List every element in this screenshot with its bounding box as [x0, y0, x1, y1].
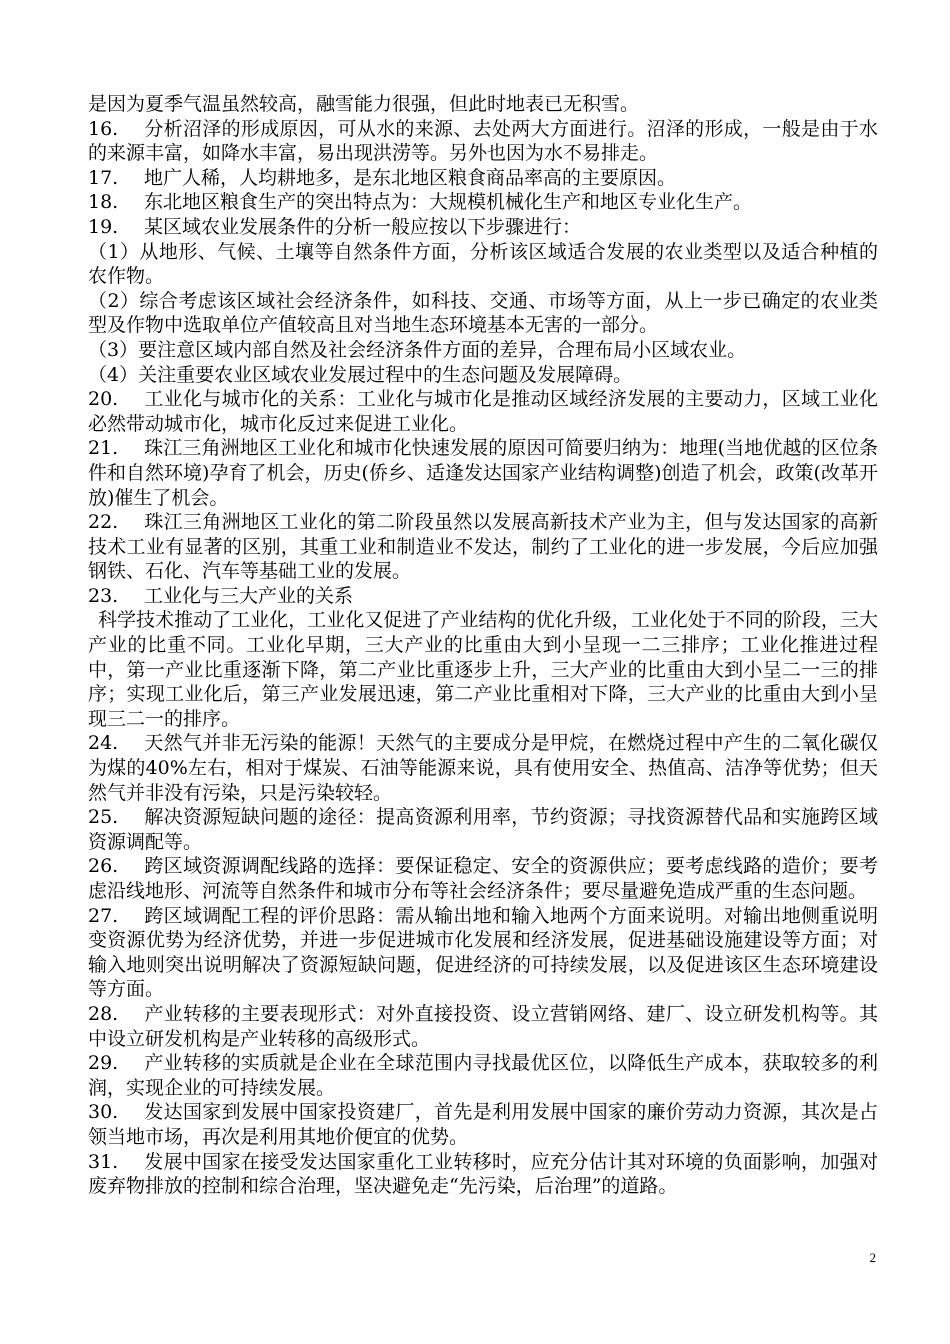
list-item-25: [88, 805, 878, 854]
sub-item-text: （1）从地形、气候、土壤等自然条件方面，分析该区域适合发展的农业类型以及适合种植的农作物。: [88, 240, 878, 288]
item-text: 产业转移的主要表现形式：对外直接投资、设立营销网络、建厂、设立研发机构等。其中设立研发机构是产业转移的高级形式。: [88, 1002, 878, 1050]
list-item-30: [88, 1100, 878, 1149]
page-number: 2: [869, 1250, 876, 1265]
item-number: 19.: [88, 215, 119, 238]
sub-item-1: [88, 240, 878, 289]
sub-item-2: [88, 289, 878, 338]
list-item-19: [88, 215, 878, 240]
item-text: 珠江三角洲地区工业化的第二阶段虽然以发展高新技术产业为主，但与发达国家的高新技术工业有显著的区别，其重工业和制造业不发达，制约了工业化的进一步发展，今后应加强钢铁、石化、汽车等基础工业的发展。: [88, 511, 878, 583]
item-text: 工业化与城市化的关系：工业化与城市化是推动区域经济发展的主要动力，区域工业化必然带动城市化，城市化反过来促进工业化。: [88, 388, 878, 435]
list-item-31: [88, 1150, 878, 1199]
item-number: 22.: [88, 511, 119, 534]
list-item-26: [88, 854, 878, 903]
paragraph-industrialization: [88, 608, 878, 731]
paragraph-continuation: [88, 92, 878, 117]
list-item-17: [88, 166, 878, 191]
list-item-21: [88, 436, 878, 510]
item-text: 产业转移的实质就是企业在全球范围内寻找最优区位，以降低生产成本，获取较多的利润，实现企业的可持续发展。: [88, 1052, 878, 1099]
list-item-16: [88, 117, 878, 166]
item-number: 17.: [88, 166, 119, 189]
item-number: 27.: [88, 904, 119, 927]
list-item-23: [88, 584, 878, 609]
item-number: 21.: [88, 437, 119, 460]
document-body: [88, 92, 878, 1199]
item-text: 东北地区粮食生产的突出特点为：大规模机械化生产和地区专业化生产。: [144, 191, 753, 214]
list-item-24: [88, 731, 878, 805]
list-item-18: [88, 190, 878, 215]
item-number: 20.: [88, 388, 119, 411]
sub-item-text: （2）综合考虑该区域社会经济条件，如科技、交通、市场等方面，从上一步已确定的农业类型及作物中选取单位产值较高且对当地生态环境基本无害的一部分。: [88, 289, 878, 337]
sub-item-4: [88, 363, 878, 388]
item-number: 18.: [88, 191, 119, 214]
item-number: 28.: [88, 1002, 119, 1025]
item-number: 23.: [88, 584, 119, 607]
sub-item-3: [88, 338, 878, 363]
item-number: 30.: [88, 1101, 119, 1124]
sub-item-text: （3）要注意区域内部自然及社会经济条件方面的差异，合理布局小区域农业。: [88, 338, 747, 361]
item-text: 发展中国家在接受发达国家重化工业转移时，应充分估计其对环境的负面影响，加强对废弃物排放的控制和综合治理，坚决避免走“先污染，后治理”的道路。: [88, 1150, 878, 1198]
list-item-22: [88, 510, 878, 584]
item-text: 发达国家到发展中国家投资建厂，首先是利用发展中国家的廉价劳动力资源，其次是占领当地市场，再次是利用其地价便宜的优势。: [88, 1101, 878, 1148]
item-number: 31.: [88, 1150, 119, 1173]
item-number: 29.: [88, 1052, 119, 1075]
item-number: 25.: [88, 806, 119, 829]
list-item-27: [88, 904, 878, 1002]
paragraph-text: 科学技术推动了工业化，工业化又促进了产业结构的优化升级，工业化处于不同的阶段，三大产业的比重不同。工业化早期，三大产业的比重由大到小呈现一二三排序；工业化推进过程中，第一产业比重逐渐下降，第二产业比重逐步上升，三大产业的比重由大到小呈二一三的排序；实现工业化后，第三产业发展迅速，第二产业比重相对下降，三大产业的比重由大到小呈现三二一的排序。: [88, 609, 878, 730]
item-text: 解决资源短缺问题的途径：提高资源利用率，节约资源；寻找资源替代品和实施跨区域资源调配等。: [88, 806, 878, 853]
item-number: 16.: [88, 117, 119, 140]
item-text: 地广人稀，人均耕地多，是东北地区粮食商品率高的主要原因。: [144, 166, 677, 189]
item-text: 工业化与三大产业的关系: [144, 584, 354, 607]
list-item-29: [88, 1051, 878, 1100]
item-text: 跨区域资源调配线路的选择：要保证稳定、安全的资源供应；要考虑线路的造价；要考虑沿线地形、河流等自然条件和城市分布等社会经济条件；要尽量避免造成严重的生态问题。: [88, 855, 878, 902]
item-text: 天然气并非无污染的能源！天然气的主要成分是甲烷，在燃烧过程中产生的二氧化碳仅为煤的40%左右，相对于煤炭、石油等能源来说，具有使用安全、热值高、洁净等优势；但天然气并非没有污染，只是污染较轻。: [88, 732, 878, 804]
item-text: 珠江三角洲地区工业化和城市化快速发展的原因可简要归纳为：地理(当地优越的区位条件和自然环境)孕育了机会，历史(侨乡、适逢发达国家产业结构调整)创造了机会，政策(改革开放)催生了机会。: [88, 437, 878, 509]
list-item-20: [88, 387, 878, 436]
item-text: 某区域农业发展条件的分析一般应按以下步骤进行：: [144, 215, 582, 238]
paragraph-text: 是因为夏季气温虽然较高，融雪能力很强，但此时地表已无积雪。: [88, 93, 640, 115]
item-text: 跨区域调配工程的评价思路：需从输出地和输入地两个方面来说明。对输出地侧重说明变资源优势为经济优势，并进一步促进城市化发展和经济发展，促进基础设施建设等方面；对输入地则突出说明解决了资源短缺问题，促进经济的可持续发展，以及促进该区生态环境建设等方面。: [88, 904, 878, 1001]
item-number: 24.: [88, 732, 119, 755]
list-item-28: [88, 1002, 878, 1051]
sub-item-text: （4）关注重要农业区域农业发展过程中的生态问题及发展障碍。: [88, 363, 633, 386]
item-text: 分析沼泽的形成原因，可从水的来源、去处两大方面进行。沼泽的形成，一般是由于水的来源丰富，如降水丰富，易出现洪涝等。另外也因为水不易排走。: [88, 117, 878, 165]
item-number: 26.: [88, 855, 119, 878]
